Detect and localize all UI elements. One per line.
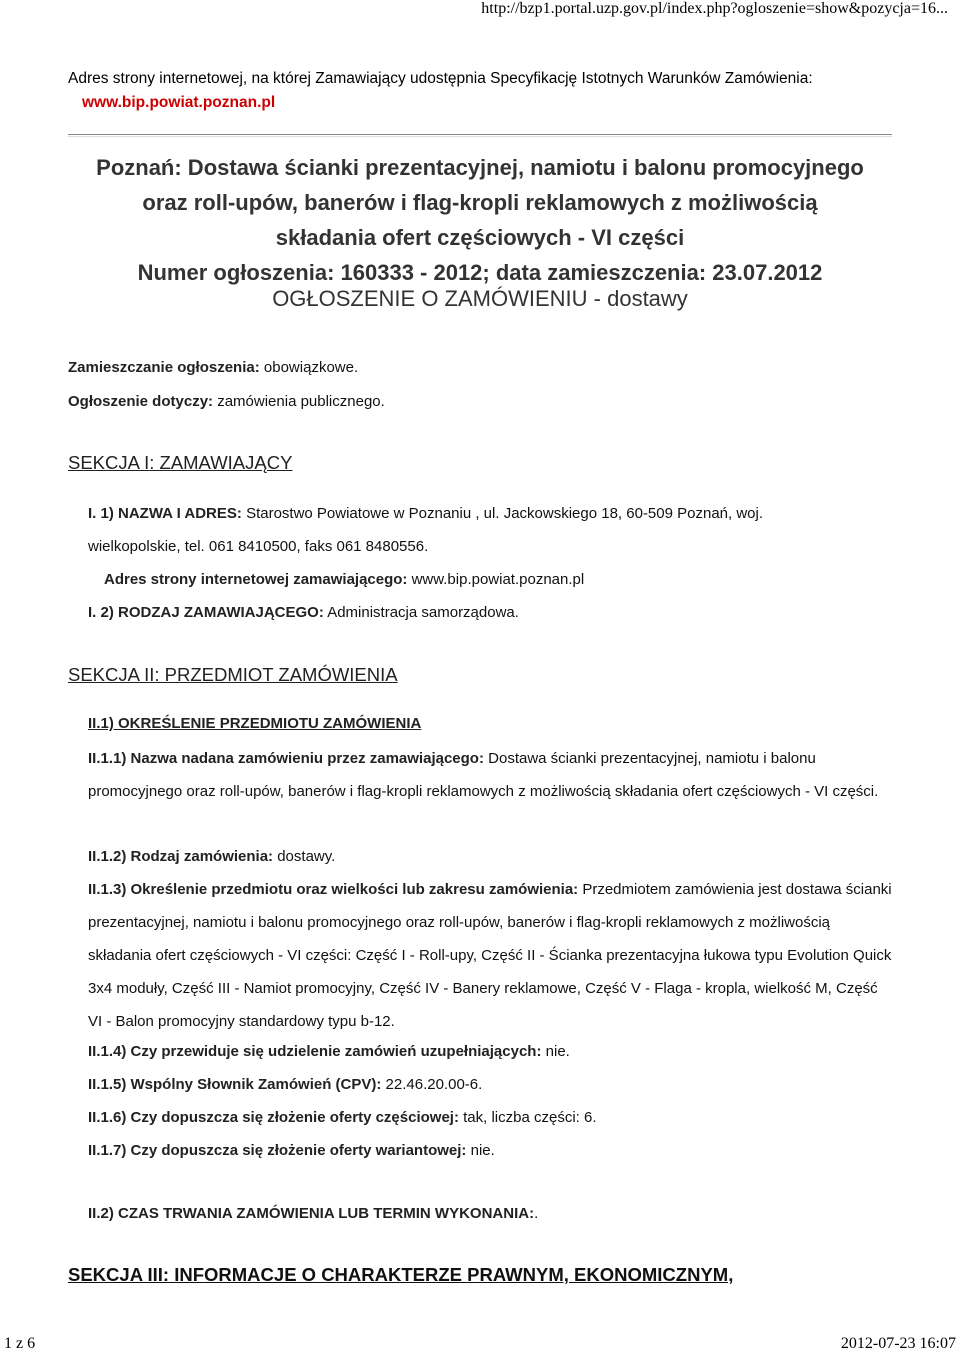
item-2-1-1-value: Dostawa ścianki prezentacyjnej, namiotu i balonu promocyjnego oraz roll-upów, banerów i flag-kropli reklamowych z możliwością składania ofert częściowych - VI części. (88, 750, 879, 800)
item-2-1-2 (88, 840, 892, 873)
section-2-heading: SEKCJA II: PRZEDMIOT ZAMÓWIENIA (68, 664, 398, 685)
website-value: www.bip.powiat.poznan.pl (411, 571, 585, 588)
type-value: Administracja samorządowa. (327, 604, 519, 621)
item-2-1-5-value: 22.46.20.00-6. (385, 1076, 483, 1093)
name-address-value: Starostwo Powiatowe w Poznaniu , ul. Jackowskiego 18, 60-509 Poznań, woj. (246, 505, 764, 522)
publication-row (68, 359, 358, 376)
item-2-1-3-value: Przedmiotem zamówienia jest dostawa ścianki prezentacyjnej, namiotu i balonu promocyjnego oraz roll-upów, banerów i flag-kropli reklamowych z możliwością składania ofert częściowych - VI części: Część I - Roll-upy, Część II - Ścianka prezentacyjna łukowa typu Evolution Quick 3x4 moduły, Część III - Namiot promocyjny, Część IV - Banery reklamowe, Część V - Flaga - kropla, wielkość M, Część VI - Balon promocyjny standardowy typu b-12. (88, 881, 892, 1030)
website-row (104, 571, 584, 588)
name-address-row (88, 505, 763, 522)
name-address-cont: wielkopolskie, tel. 061 8410500, faks 061 8480556. (88, 538, 429, 555)
item-2-1-5 (88, 1068, 892, 1101)
print-datetime: 2012-07-23 16:07 (840, 1335, 956, 1352)
item-2-1-6 (88, 1101, 892, 1134)
subsection-2-1-title: II.1) OKREŚLENIE PRZEDMIOTU ZAMÓWIENIA (88, 715, 422, 732)
item-2-1-6-value: tak, liczba części: 6. (463, 1109, 597, 1126)
section-1-heading: SEKCJA I: ZAMAWIAJĄCY (68, 452, 293, 473)
item-2-1-3-label: II.1.3) Określenie przedmiotu oraz wielkości lub zakresu zamówienia: (88, 881, 579, 898)
notice-subtitle: OGŁOSZENIE O ZAMÓWIENIU - dostawy (272, 286, 688, 311)
concerns-label: Ogłoszenie dotyczy: (68, 393, 214, 410)
siwz-intro (68, 70, 813, 112)
item-2-1-2-label: II.1.2) Rodzaj zamówienia: (88, 848, 274, 865)
item-2-1-1-label: II.1.1) Nazwa nadana zamówieniu przez zamawiającego: (88, 750, 484, 767)
title-line-4: Numer ogłoszenia: 160333 - 2012; data zamieszczenia: 23.07.2012 (137, 260, 823, 285)
item-2-1-4-value: nie. (545, 1043, 570, 1060)
item-2-1-7-value: nie. (470, 1142, 495, 1159)
print-header-url: http://bzp1.portal.uzp.gov.pl/index.php?ogloszenie=show&pozycja=16... (481, 0, 948, 17)
name-address-label: I. 1) NAZWA I ADRES: (88, 505, 242, 522)
subsection-2-2-row (88, 1205, 538, 1222)
publication-value: obowiązkowe. (263, 359, 359, 376)
item-2-1-7-label: II.1.7) Czy dopuszcza się złożenie oferty wariantowej: (88, 1142, 467, 1159)
subsection-2-2-title: II.2) CZAS TRWANIA ZAMÓWIENIA LUB TERMIN WYKONANIA: (88, 1205, 535, 1222)
item-2-1-3 (88, 873, 892, 1038)
publication-label: Zamieszczanie ogłoszenia: (68, 359, 260, 376)
website-label: Adres strony internetowej zamawiającego: (104, 571, 408, 588)
item-2-1-4 (88, 1035, 892, 1068)
title-line-2: oraz roll-upów, banerów i flag-kropli reklamowych z możliwością (142, 190, 818, 215)
siwz-url-link[interactable]: www.bip.powiat.poznan.pl (82, 94, 276, 111)
item-2-1-2-value: dostawy. (277, 848, 336, 865)
notice-title (40, 150, 920, 290)
type-row (88, 604, 519, 621)
concerns-value: zamówienia publicznego. (217, 393, 385, 410)
item-2-1-7 (88, 1134, 892, 1167)
subsection-2-1-heading (88, 715, 421, 732)
subsection-2-2-value: . (534, 1205, 539, 1222)
item-2-1-1 (88, 742, 892, 808)
page-number: 1 z 6 (4, 1335, 36, 1352)
item-2-1-6-label: II.1.6) Czy dopuszcza się złożenie oferty częściowej: (88, 1109, 459, 1126)
title-line-1: Poznań: Dostawa ścianki prezentacyjnej, namiotu i balonu promocyjnego (96, 155, 864, 180)
title-line-3: składania ofert częściowych - VI części (275, 225, 685, 250)
item-2-1-5-label: II.1.5) Wspólny Słownik Zamówień (CPV): (88, 1076, 382, 1093)
type-label: I. 2) RODZAJ ZAMAWIAJĄCEGO: (88, 604, 324, 621)
siwz-label: Adres strony internetowej, na której Zamawiający udostępnia Specyfikację Istotnych Warunków Zamówienia: (68, 70, 813, 87)
section-3-heading: SEKCJA III: INFORMACJE O CHARAKTERZE PRAWNYM, EKONOMICZNYM, (68, 1264, 734, 1285)
header-divider (68, 134, 892, 137)
concerns-row (68, 393, 385, 410)
item-2-1-4-label: II.1.4) Czy przewiduje się udzielenie zamówień uzupełniających: (88, 1043, 542, 1060)
